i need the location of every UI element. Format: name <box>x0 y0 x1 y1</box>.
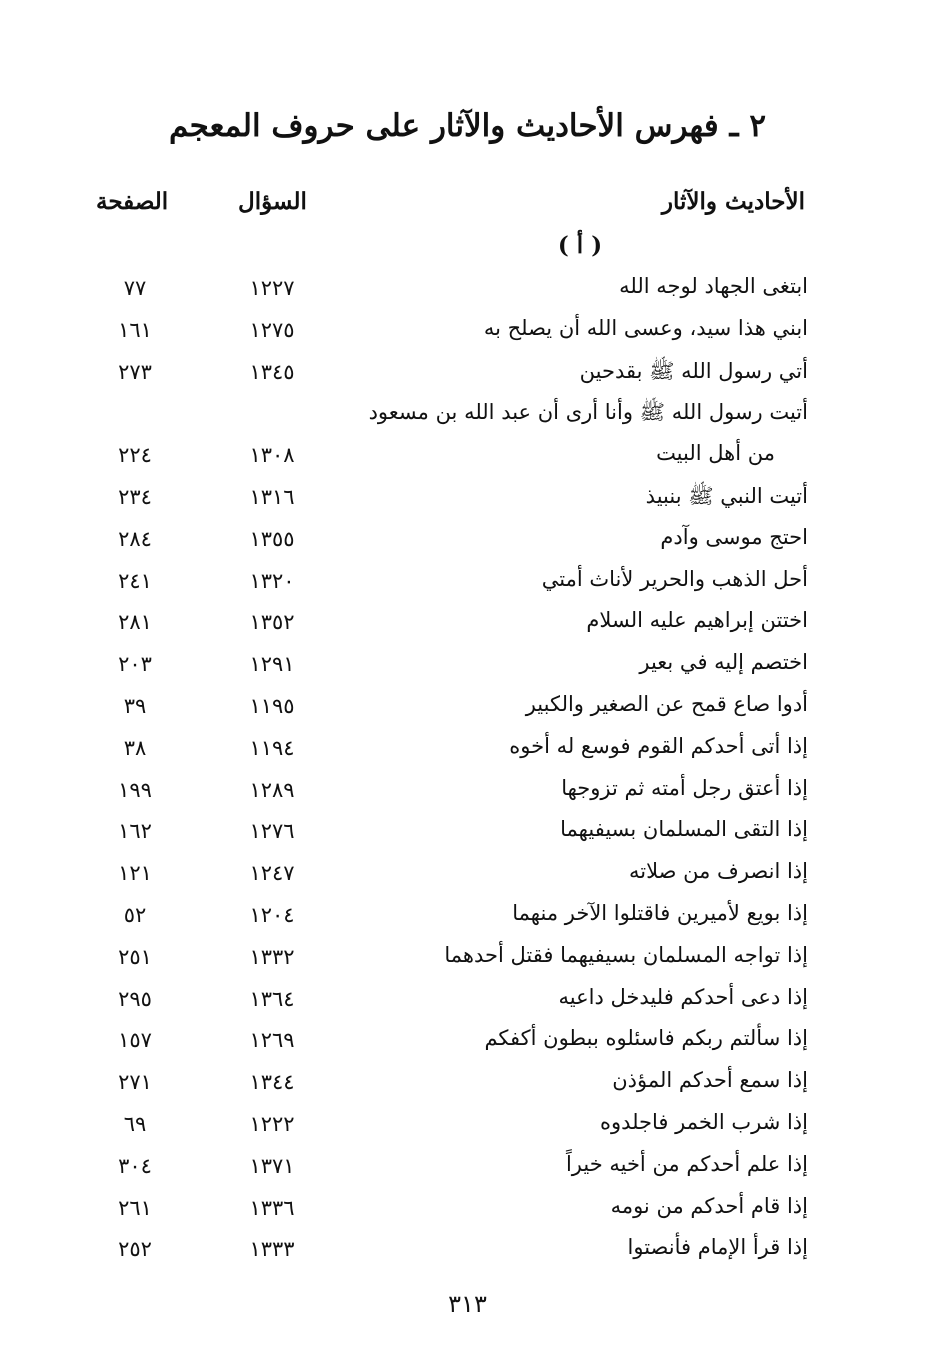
table-row <box>0 1231 935 1273</box>
question-number: ١٢٧٥ <box>249 317 295 342</box>
question-number: ١٣٥٢ <box>249 610 295 635</box>
question-number: ١٣٢٠ <box>249 568 295 593</box>
hadith-text: إذا انصرف من صلاته <box>629 859 808 884</box>
index-table <box>0 270 935 1273</box>
table-row <box>0 855 935 897</box>
question-number: ١٣٧١ <box>249 1153 295 1178</box>
table-row <box>0 437 935 479</box>
page-ref: ١٩٩ <box>118 777 152 802</box>
table-row <box>0 772 935 814</box>
hadith-text: إذا سألتم ربكم فاسئلوه ببطون أكفكم <box>484 1026 808 1051</box>
page-ref: ٣٩ <box>123 693 147 718</box>
hadith-text: من أهل البيت <box>656 441 775 466</box>
question-number: ١٣٥٥ <box>249 526 295 551</box>
table-row <box>0 1106 935 1148</box>
hadith-text: إذا شرب الخمر فاجلدوه <box>599 1109 808 1134</box>
table-row <box>0 730 935 772</box>
hadith-text: إذا أعتق رجل أمته ثم تزوجها <box>561 775 808 800</box>
hadith-text: إذا تواجه المسلمان بسيفيهما فقتل أحدهما <box>444 942 808 967</box>
table-row <box>0 604 935 646</box>
question-number: ١٣٣٦ <box>249 1195 295 1220</box>
hadith-text: ابتغى الجهاد لوجه الله <box>619 274 808 298</box>
question-number: ١١٩٥ <box>249 693 295 718</box>
question-number: ١٣١٦ <box>249 484 295 509</box>
question-number: ١٣٤٥ <box>249 359 295 384</box>
page-ref: ٢٦١ <box>118 1195 152 1220</box>
table-row <box>0 1148 935 1190</box>
question-number: ١٣٠٨ <box>249 443 295 468</box>
table-row <box>0 981 935 1023</box>
hadith-text: أتي رسول الله ﷺ بقدحين <box>579 358 808 383</box>
hadith-text: اختصم إليه في بعير <box>639 650 808 675</box>
question-number: ١٢٨٩ <box>249 777 295 802</box>
question-number: ١٢٧٦ <box>249 819 295 844</box>
question-number: ١٢٢٧ <box>249 276 295 300</box>
question-number: ١٢٤٧ <box>249 861 295 886</box>
page-ref: ١٦٢ <box>118 819 152 844</box>
question-number: ١٢٠٤ <box>249 902 295 927</box>
page-ref: ٦٩ <box>123 1111 147 1136</box>
page-ref: ١٥٧ <box>118 1028 152 1053</box>
page-ref: ٢٨٤ <box>118 526 152 551</box>
hadith-text: إذا سمع أحدكم المؤذن <box>612 1068 808 1093</box>
table-row <box>0 939 935 981</box>
page-ref: ٢٢٤ <box>118 443 152 468</box>
table-row <box>0 1064 935 1106</box>
table-row <box>0 354 935 396</box>
column-header-page: الصفحة <box>96 188 169 215</box>
hadith-text: أتيت النبي ﷺ بنبيذ <box>645 483 808 508</box>
hadith-text: اختتن إبراهيم عليه السلام <box>586 608 808 633</box>
column-header-hadith: الأحاديث والآثار <box>661 188 805 215</box>
table-row <box>0 813 935 855</box>
hadith-text: إذا أتى أحدكم القوم فوسع له أخوه <box>509 733 808 758</box>
page-ref: ٢٥٢ <box>118 1237 152 1262</box>
page-ref: ٢٧١ <box>118 1070 152 1095</box>
question-number: ١٢٩١ <box>249 652 295 677</box>
question-number: ١٣٤٤ <box>249 1070 295 1095</box>
page-ref: ٢٨١ <box>118 610 152 635</box>
question-number: ١٣٣٣ <box>249 1237 295 1262</box>
page-number: ٣١٣ <box>448 1290 487 1318</box>
hadith-text: إذا قرأ الإمام فأنصتوا <box>627 1235 808 1260</box>
hadith-text: أحل الذهب والحرير لأناث أمتي <box>541 566 808 591</box>
hadith-text: إذا قام أحدكم من نومه <box>610 1193 808 1218</box>
page-ref: ١٦١ <box>118 317 152 342</box>
question-number: ١٣٣٢ <box>249 944 295 969</box>
page-ref: ٢٤١ <box>118 568 152 593</box>
page-ref: ٢٧٣ <box>118 359 152 384</box>
page-ref: ١٢١ <box>118 861 152 886</box>
page-title: ٢ ـ فهرس الأحاديث والآثار على حروف المعجم <box>169 108 766 144</box>
table-row <box>0 521 935 563</box>
hadith-text: إذا علم أحدكم من أخيه خيراً <box>565 1151 808 1176</box>
page-ref: ٢٣٤ <box>118 484 152 509</box>
table-row <box>0 688 935 730</box>
page-ref: ٣٨ <box>123 735 147 760</box>
hadith-text: إذا بويع لأميرين فاقتلوا الآخر منهما <box>512 900 808 925</box>
hadith-text: إذا التقى المسلمان بسيفيهما <box>560 817 808 842</box>
table-row <box>0 1190 935 1232</box>
hadith-text: إذا دعى أحدكم فليدخل داعيه <box>558 984 808 1009</box>
page-ref: ٥٢ <box>123 902 147 927</box>
page-ref: ٢٩٥ <box>118 986 152 1011</box>
hadith-text: أتيت رسول الله ﷺ وأنا أرى أن عبد الله بن مسعود <box>368 400 808 425</box>
table-row <box>0 479 935 521</box>
table-row <box>0 563 935 605</box>
hadith-text: احتج موسى وآدم <box>660 524 808 549</box>
section-letter: ( أ ) <box>557 232 603 259</box>
hadith-text: ابني هذا سيد، وعسى الله أن يصلح به <box>483 315 808 340</box>
question-number: ١٣٦٤ <box>249 986 295 1011</box>
table-row <box>0 646 935 688</box>
page-ref: ٢٥١ <box>118 944 152 969</box>
hadith-text: أدوا صاع قمح عن الصغير والكبير <box>525 691 808 716</box>
question-number: ١٢٦٩ <box>249 1028 295 1053</box>
table-row <box>0 395 935 437</box>
table-row <box>0 897 935 939</box>
column-header-question: السؤال <box>238 188 307 215</box>
question-number: ١١٩٤ <box>249 735 295 760</box>
page-ref: ٢٠٣ <box>118 652 152 677</box>
table-row <box>0 270 935 312</box>
page-ref: ٣٠٤ <box>118 1153 152 1178</box>
table-row <box>0 312 935 354</box>
question-number: ١٢٢٢ <box>249 1111 295 1136</box>
page-ref: ٧٧ <box>123 276 147 300</box>
table-row <box>0 1022 935 1064</box>
